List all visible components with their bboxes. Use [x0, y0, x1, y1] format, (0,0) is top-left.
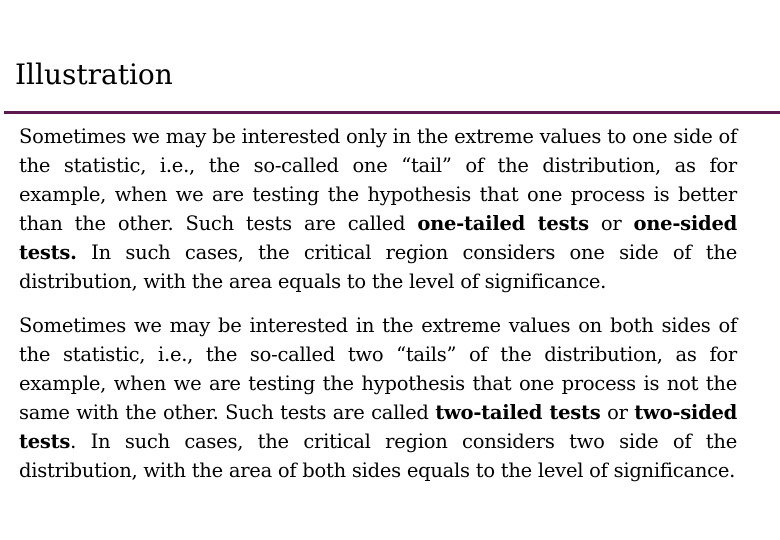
slide-title: Illustration — [15, 58, 173, 91]
paragraph-two-tailed — [19, 311, 737, 485]
term-one-tailed-tests: one-tailed tests — [417, 212, 589, 235]
term-one-sided-tests: one-sided tests. — [19, 212, 737, 264]
paragraph-text: Sometimes we may be interested in the extreme values on both sides of the statistic, i.e., the so-called two “tails” of the distribution, as for example, when we are testing the hypothesis that one process is not the same with the other. Such tests are called — [19, 314, 737, 424]
paragraph-one-tailed — [19, 122, 737, 296]
term-two-tailed-tests: two-tailed tests — [435, 401, 601, 424]
paragraph-text: or — [588, 212, 634, 235]
paragraph-text: . In such cases, the critical region considers two side of the distribution, with the area of both sides equals to the level of significance. — [19, 430, 737, 482]
title-divider — [4, 111, 780, 114]
paragraph-text: Sometimes we may be interested only in the extreme values to one side of the statistic, i.e., the so-called one “tail” of the distribution, as for example, when we are testing the hypothesis that one process is better than the other. Such tests are called — [19, 125, 737, 235]
term-two-sided-tests: two-sided tests — [19, 401, 738, 453]
paragraph-text: or — [600, 401, 635, 424]
paragraph-text: In such cases, the critical region considers one side of the distribution, with the area equals to the level of significance. — [19, 241, 737, 293]
